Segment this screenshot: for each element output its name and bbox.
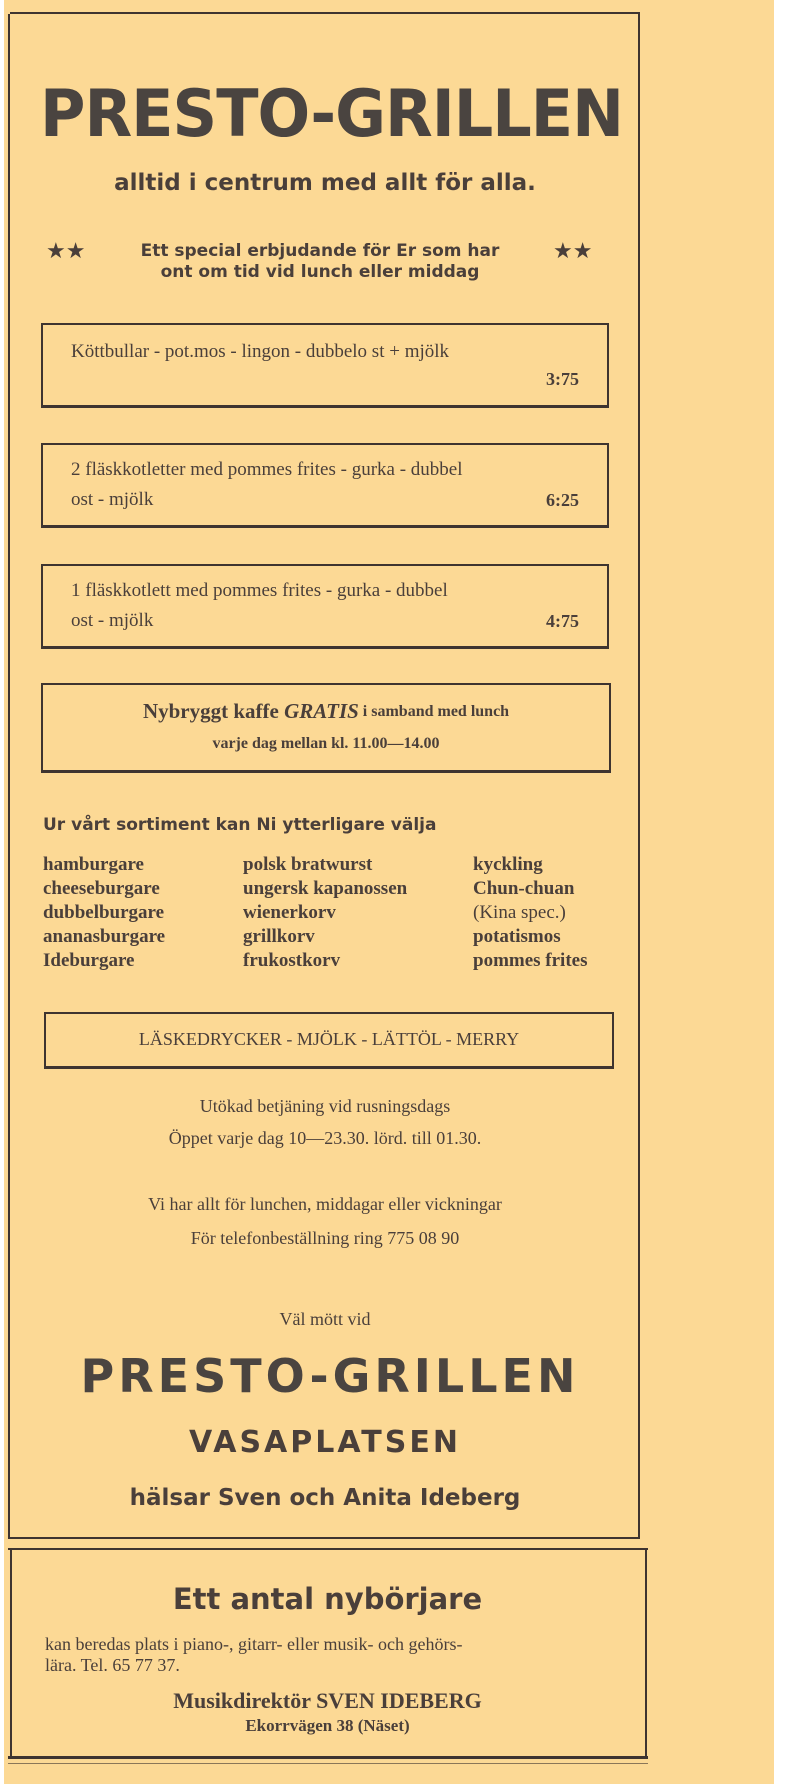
star-icon-left: ★★ (46, 238, 86, 263)
restaurant-logo: PRESTO-GRILLEN (40, 75, 624, 152)
music-ad-top-border (8, 1548, 648, 1550)
music-ad-body-1: kan beredas plats i piano-, gitarr- eller musik- och gehörs- (45, 1634, 463, 1654)
star-icon-right: ★★ (553, 238, 593, 263)
coffee-gratis: GRATIS (284, 699, 359, 723)
menu-item: kyckling (473, 854, 543, 875)
offer-description: 2 fläskkotletter med pommes frites - gurka - dubbel (71, 459, 463, 480)
assortment-column-sausages (243, 853, 407, 973)
ad-top-border (10, 12, 640, 14)
offer-description: Köttbullar - pot.mos - lingon - dubbelo st + mjölk (71, 341, 450, 362)
menu-item: dubbelburgare (43, 902, 165, 923)
menu-item: ungersk kapanossen (243, 878, 408, 899)
music-ad-body-2: lära. Tel. 65 77 37. (45, 1655, 180, 1675)
menu-item: ananasburgare (43, 926, 166, 947)
offer-box-one-chop (41, 564, 609, 649)
drinks-list: LÄSKEDRYCKER - MJÖLK - LÄTTÖL - MERRY (138, 1029, 520, 1049)
ad-bottom-border (8, 1537, 640, 1539)
menu-item: Chun-chuan (473, 878, 575, 899)
menu-item: potatismos (473, 926, 561, 947)
offer-price: 3:75 (546, 369, 579, 389)
phone-info: För telefonbeställning ring 775 08 90 (190, 1228, 460, 1248)
opening-hours: Öppet varje dag 10—23.30. lörd. till 01.30. (168, 1128, 482, 1148)
menu-item: (Kina spec.) (473, 902, 566, 923)
drinks-box (44, 1012, 614, 1069)
music-ad-address: Ekorrvägen 38 (Näset) (245, 1716, 410, 1735)
music-ad-bottom-border (8, 1756, 648, 1759)
tagline: alltid i centrum med allt för alla. (114, 170, 536, 196)
meals-info: Vi har allt för lunchen, middagar eller vickningar (148, 1194, 502, 1214)
offer-description-2: ost - mjölk (71, 489, 154, 510)
special-offer-line-2: ont om tid vid lunch eller middag (160, 262, 480, 282)
coffee-line-2: varje dag mellan kl. 11.00—14.00 (212, 735, 440, 752)
assortment-column-burgers (43, 853, 165, 973)
menu-item: polsk bratwurst (243, 854, 373, 875)
music-ad-right-border (645, 1548, 647, 1758)
restaurant-logo-footer: PRESTO-GRILLEN (80, 1349, 580, 1403)
menu-item: grillkorv (243, 926, 315, 947)
service-info: Utökad betjäning vid rusningsdags (199, 1096, 451, 1116)
menu-item: pommes frites (473, 950, 588, 971)
assortment-heading: Ur vårt sortiment kan Ni ytterligare välja (43, 815, 437, 835)
offer-description-2: ost - mjölk (71, 610, 154, 631)
special-offer-line-1: Ett special erbjudande för Er som har (140, 241, 500, 261)
music-ad-heading: Ett antal nybörjare (172, 1582, 483, 1616)
coffee-suffix: i samband med lunch (358, 703, 510, 720)
free-coffee-box (41, 683, 611, 773)
menu-item: wienerkorv (243, 902, 336, 923)
welcome-text: Väl mött vid (279, 1309, 371, 1329)
location: VASAPLATSEN (189, 1425, 461, 1460)
offer-box-two-chops (41, 443, 609, 528)
offer-description: 1 fläskkotlett med pommes frites - gurka - dubbel (71, 580, 448, 601)
offer-box-meatballs (41, 323, 609, 408)
menu-item: cheeseburgare (43, 878, 160, 899)
menu-item: Ideburgare (43, 950, 135, 971)
music-ad-name: Musikdirektör SVEN IDEBERG (173, 1688, 482, 1713)
greeting: hälsar Sven och Anita Ideberg (129, 1485, 521, 1511)
offer-price: 4:75 (546, 611, 579, 631)
assortment-column-other (473, 853, 588, 973)
offer-price: 6:25 (546, 490, 579, 510)
coffee-prefix: Nybryggt kaffe (142, 699, 285, 723)
menu-item: frukostkorv (243, 950, 341, 971)
coffee-line-1 (43, 699, 609, 724)
menu-item: hamburgare (43, 854, 144, 875)
music-ad-bottom-border-2 (8, 1763, 648, 1764)
